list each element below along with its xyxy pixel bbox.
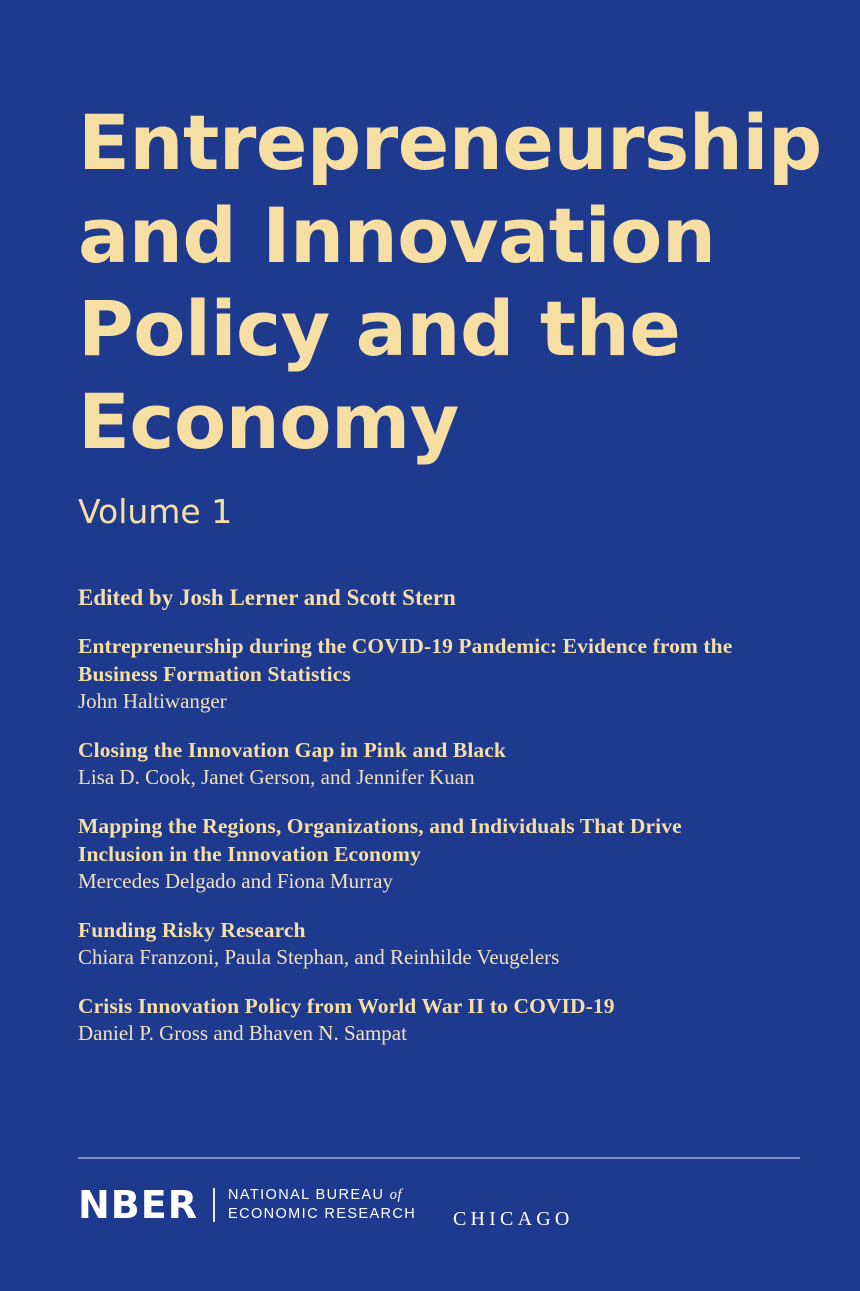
nber-name-line-1 bbox=[228, 1186, 416, 1205]
volume-label: Volume 1 bbox=[78, 492, 233, 531]
nber-name-line-2: ECONOMIC RESEARCH bbox=[228, 1206, 417, 1222]
chapter-authors: Mercedes Delgado and Fiona Murray bbox=[78, 869, 393, 893]
list-item bbox=[78, 916, 760, 971]
chapter-title: Mapping the Regions, Organizations, and Individuals That Drive Inclusion in the Innovation Economy bbox=[78, 814, 682, 866]
editors-line: Edited by Josh Lerner and Scott Stern bbox=[78, 585, 456, 610]
list-item bbox=[78, 632, 760, 715]
chapter-title: Closing the Innovation Gap in Pink and Black bbox=[78, 738, 506, 762]
title-line-3: Policy and the bbox=[78, 284, 681, 373]
page-title bbox=[78, 96, 822, 468]
nber-name-line-1-text: NATIONAL BUREAU bbox=[228, 1187, 385, 1203]
chapter-title: Crisis Innovation Policy from World War II to COVID-19 bbox=[78, 994, 615, 1018]
chapter-authors: Lisa D. Cook, Janet Gerson, and Jennifer Kuan bbox=[78, 765, 475, 789]
list-item bbox=[78, 812, 760, 895]
nber-logo bbox=[78, 1184, 416, 1226]
title-line-2: and Innovation bbox=[78, 191, 716, 280]
title-line-1: Entrepreneurship bbox=[78, 98, 822, 187]
list-item bbox=[78, 992, 760, 1047]
publisher-mark: CHICAGO bbox=[453, 1208, 574, 1230]
title-line-4: Economy bbox=[78, 377, 459, 466]
chapter-authors: Chiara Franzoni, Paula Stephan, and Reinhilde Veugelers bbox=[78, 945, 560, 969]
nber-name-of: of bbox=[389, 1187, 403, 1203]
chapter-authors: John Haltiwanger bbox=[78, 689, 227, 713]
logo-divider bbox=[213, 1188, 215, 1222]
chapter-title: Funding Risky Research bbox=[78, 918, 306, 942]
nber-wordmark: NBER bbox=[78, 1183, 198, 1227]
nber-full-name bbox=[228, 1186, 416, 1224]
chapter-authors: Daniel P. Gross and Bhaven N. Sampat bbox=[78, 1021, 407, 1045]
divider bbox=[78, 1157, 800, 1159]
list-item bbox=[78, 736, 760, 791]
contents-list bbox=[78, 632, 760, 1068]
chapter-title: Entrepreneurship during the COVID-19 Pandemic: Evidence from the Business Formation Statistics bbox=[78, 634, 733, 686]
cover-content bbox=[78, 0, 822, 1291]
cover-footer bbox=[78, 1184, 800, 1254]
